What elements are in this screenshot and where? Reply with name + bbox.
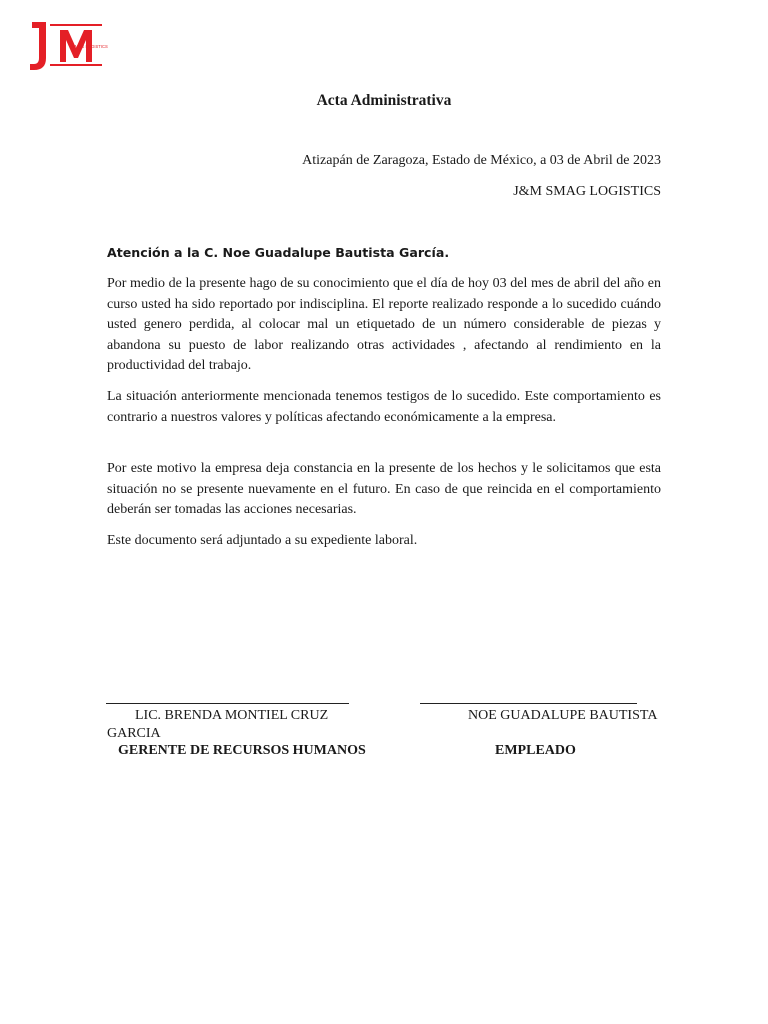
signer-name-left: LIC. BRENDA MONTIEL CRUZ GARCIA — [107, 708, 329, 741]
company-name: J&M SMAG LOGISTICS — [513, 184, 661, 199]
attention-line: Atención a la C. Noe Guadalupe Bautista García. — [107, 245, 450, 260]
body-paragraph: La situación anteriormente mencionada tenemos testigos de lo sucedido. Este comportamiento es contrario a nuestros valores y políticas afectando económicamente a la empresa. — [107, 389, 661, 425]
signature-line-right — [420, 703, 637, 704]
signer-name-right: NOE GUADALUPE BAUTISTA — [468, 708, 658, 723]
body-paragraph: Por este motivo la empresa deja constancia en la presente de los hechos y le solicitamos que esta situación no se presente nuevamente en el futuro. En caso de que reincida en el comportamiento deberán ser tomadas las acciones necesarias. — [107, 461, 661, 517]
jm-logo-icon — [24, 18, 108, 74]
signer-role-right: EMPLEADO — [495, 743, 576, 758]
body-paragraph: Por medio de la presente hago de su conocimiento que el día de hoy 03 del mes de abril del año en curso usted ha sido reportado por indisciplina. El reporte realizado responde a lo sucedido cuándo usted genero perdida, al colocar mal un etiquetado de un número considerable de piezas y abandona su puesto de labor realizando otras actividades , afectando al rendimiento en la productividad del trabajo. — [107, 276, 661, 373]
document-title: Acta Administrativa — [316, 92, 452, 109]
signature-line-left — [106, 703, 349, 704]
signer-role-left: GERENTE DE RECURSOS HUMANOS — [118, 743, 366, 758]
body-paragraph: Este documento será adjuntado a su expediente laboral. — [107, 533, 418, 548]
company-logo — [24, 18, 108, 74]
place-date-line: Atizapán de Zaragoza, Estado de México, a 03 de Abril de 2023 — [302, 153, 661, 168]
logo-tagline: SMAG LOGISTICS — [72, 44, 108, 49]
